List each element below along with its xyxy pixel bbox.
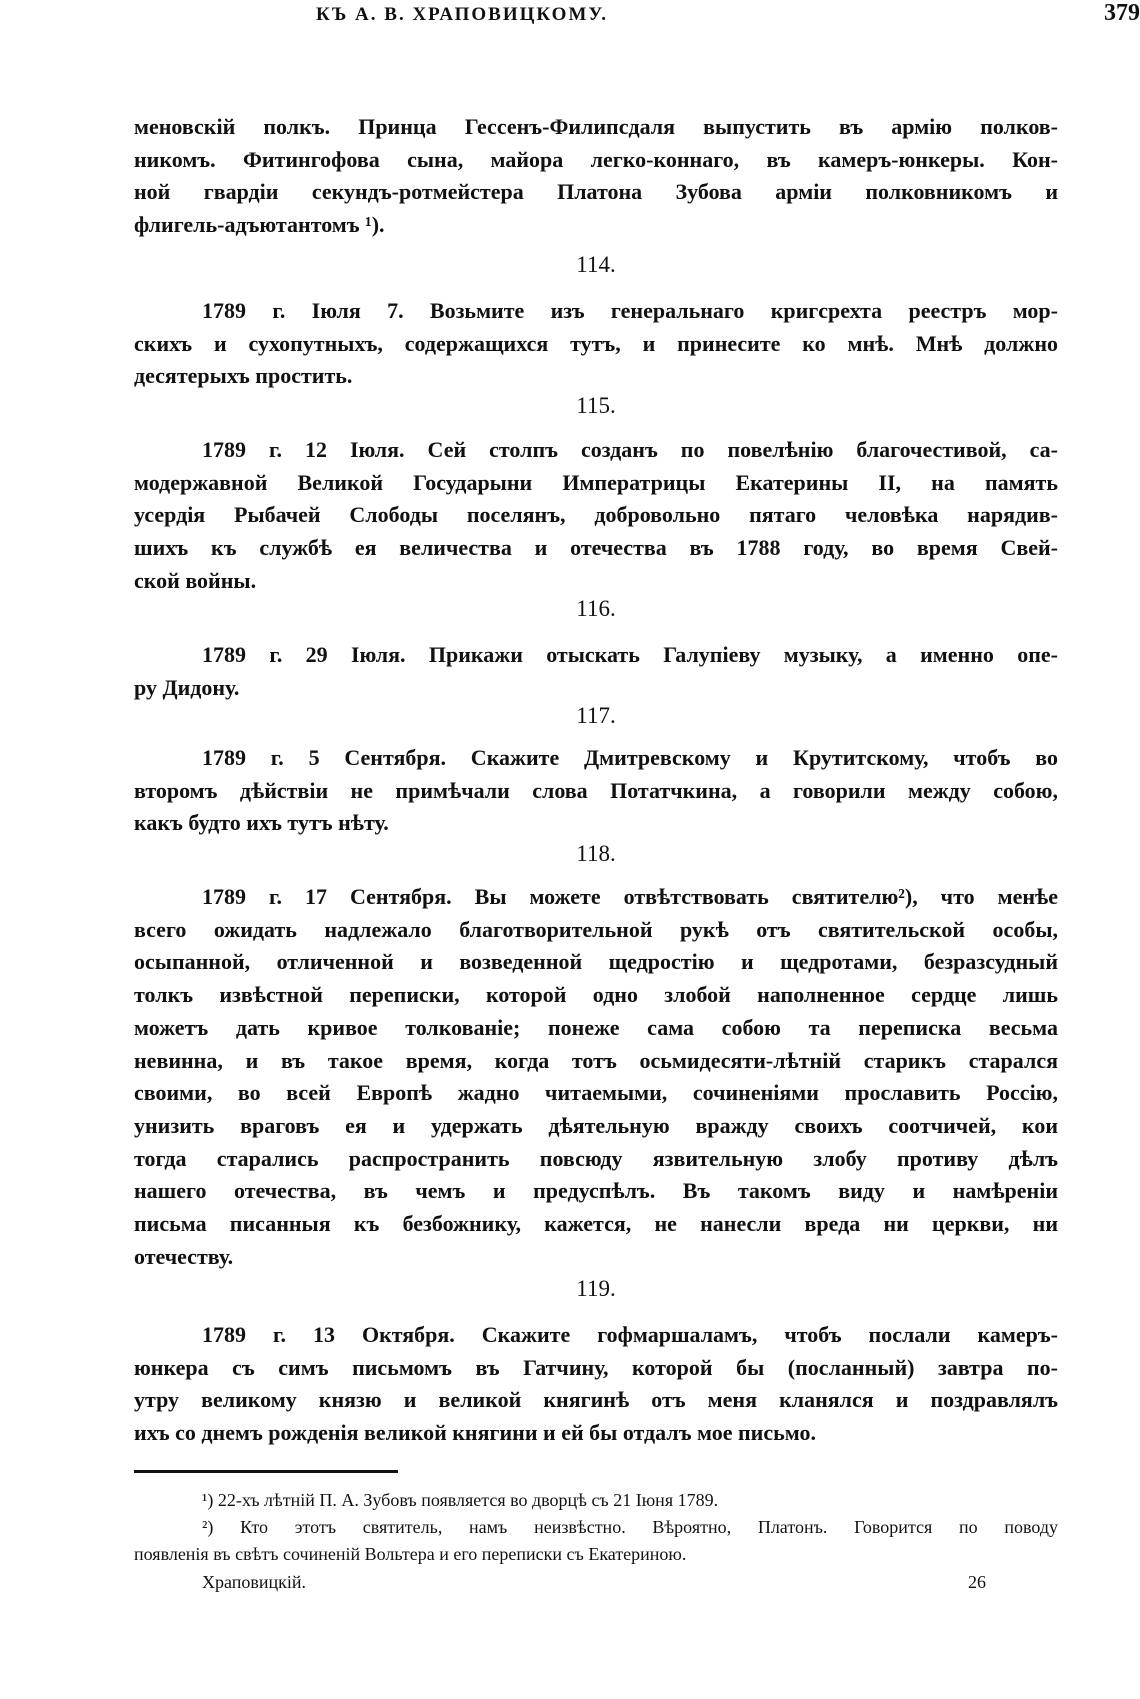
text-line: никомъ. Фитингофова сына, майора легко-коннаго, въ камеръ-юнкеры. Кон- <box>134 146 1058 172</box>
entry-number: 117. <box>576 703 616 728</box>
text-line: ихъ со днемъ рожденія великой княгини и ей бы отдалъ мое письмо. <box>134 1420 816 1446</box>
text-line: шихъ къ службѣ ея величества и отечества въ 1788 году, во время Свей- <box>134 535 1058 561</box>
entry-number: 118. <box>576 841 616 866</box>
footnote-2-line-2: появленія въ свѣтъ сочиненій Вольтера и его переписки съ Екатериною. <box>134 1544 687 1564</box>
page-header <box>0 0 1140 30</box>
text-line: модержавной Великой Государыни Императрицы Екатерины II, на память <box>134 469 1058 495</box>
entry-number: 116. <box>576 596 616 621</box>
text-line: юнкера съ симъ письмомъ въ Гатчину, которой бы (посланный) завтра по- <box>134 1354 1058 1380</box>
text-line: отечеству. <box>134 1243 234 1269</box>
text-line: усердія Рыбачей Слободы поселянъ, добровольно пятаго человѣка нарядив- <box>134 502 1058 528</box>
text-line: 1789 г. 12 Іюля. Сей столпъ созданъ по повелѣнію благочестивой, са- <box>202 437 1058 462</box>
footnote-divider <box>134 1470 398 1473</box>
text-line: 1789 г. 17 Сентября. Вы можете отвѣтствовать святителю²), что менѣе <box>202 884 1058 909</box>
page-number: 379 <box>1104 0 1140 26</box>
text-line: второмъ дѣйствіи не примѣчали слова Потатчкина, а говорили между собою, <box>134 777 1058 803</box>
entry-number: 115. <box>576 393 616 418</box>
text-line: ской войны. <box>134 567 257 593</box>
signature-name: Храповицкій. <box>202 1572 307 1592</box>
text-line: толкъ извѣстной переписки, которой одно злобой наполненное сердце лишь <box>134 982 1058 1008</box>
text-line: меновскій полкъ. Принца Гессенъ-Филипсдаля выпустить въ армію полков- <box>134 114 1058 139</box>
text-line: можетъ дать кривое толкованіе; понеже сама собою та переписка весьма <box>134 1014 1058 1040</box>
text-line: какъ будто ихъ тутъ нѣту. <box>134 810 389 836</box>
sheet-number: 26 <box>968 1572 986 1592</box>
text-line: тогда старались распространить повсюду язвительную злобу противу дѣлъ <box>134 1145 1058 1171</box>
entry-number: 119. <box>576 1276 616 1301</box>
text-line: ной гвардіи секундъ-ротмейстера Платона Зубова арміи полковникомъ и <box>134 179 1058 205</box>
text-line: невинна, и въ такое время, когда тотъ осьмидесяти-лѣтній старикъ старался <box>134 1047 1058 1073</box>
text-line: ру Дидону. <box>134 674 240 700</box>
text-line: 1789 г. 5 Сентября. Скажите Дмитревскому и Крутитскому, чтобъ во <box>202 745 1058 770</box>
text-line: флигель-адъютантомъ ¹). <box>134 212 385 238</box>
text-line: утру великому князю и великой княгинѣ отъ меня кланялся и поздравлялъ <box>134 1387 1058 1413</box>
text-line: своими, во всей Европѣ жадно читаемыми, сочиненіями прославить Россію, <box>134 1080 1058 1106</box>
text-line: нашего отечества, въ чемъ и предуспѣлъ. Въ такомъ виду и намѣреніи <box>134 1178 1058 1204</box>
text-line: осыпанной, отличенной и возведенной щедростію и щедротами, безразсудный <box>134 949 1058 975</box>
text-line: всего ожидать надлежало благотворительной рукѣ отъ святительской особы, <box>134 916 1058 942</box>
running-title: КЪ А. В. ХРАПОВИЦКОМУ. <box>315 4 608 25</box>
text-line: письма писанныя къ безбожнику, кажется, не нанесли вреда ни церкви, ни <box>134 1211 1058 1236</box>
text-line: десятерыхъ простить. <box>134 363 353 389</box>
entry-number: 114. <box>576 252 616 277</box>
footnote-2-line-1: ²) Кто этотъ святитель, намъ неизвѣстно. Вѣроятно, Платонъ. Говорится по поводу <box>202 1517 1058 1537</box>
text-line: унизить враговъ ея и удержать дѣятельную вражду своихъ соотчичей, кои <box>134 1112 1058 1138</box>
text-line: 1789 г. Іюля 7. Возьмите изъ генеральнаго кригсрехта реестръ мор- <box>202 298 1058 323</box>
footnote-1: ¹) 22-хъ лѣтній П. А. Зубовъ появляется во дворцѣ съ 21 Іюня 1789. <box>202 1490 719 1510</box>
text-line: 1789 г. 13 Октября. Скажите гофмаршаламъ, чтобъ послали камеръ- <box>202 1322 1058 1347</box>
text-line: скихъ и сухопутныхъ, содержащихся тутъ, и принесите ко мнѣ. Мнѣ должно <box>134 330 1058 356</box>
text-line: 1789 г. 29 Іюля. Прикажи отыскать Галупіеву музыку, а именно опе- <box>202 642 1058 667</box>
